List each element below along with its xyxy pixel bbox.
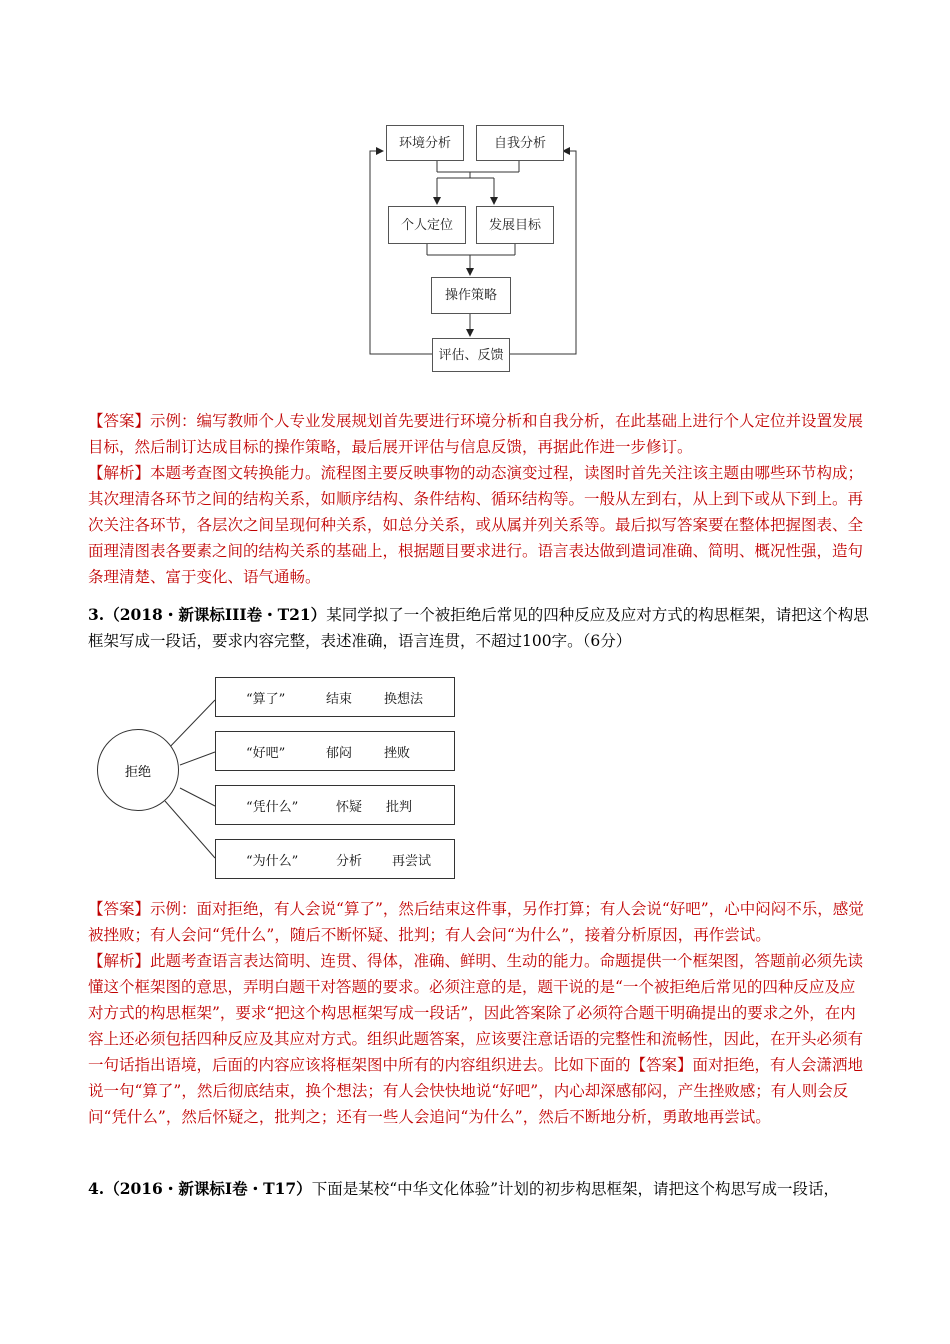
flow-label: 操作策略 <box>444 288 497 303</box>
flow-box-personal-positioning <box>388 206 466 244</box>
analysis-text: 此题考查语言表达简明、连贯、得体，准确、鲜明、生动的能力。命题提供一个框架图，答题前必须先读懂这个框架图的意思，弄明白题干对答题的要求。必须注意的是，题干说的是“一个被拒绝后常见的四种反应及应对方式的构思框架”，要求“把这个构思框架写成一段话”，因此答案除了必须符合题干明确提出的要求之外，在内容上还必须包括四种反应及其应对方式。组织此题答案，应该要注意话语的完整性和流畅性，因此，在开头必须有一句话指出语境，后面的内容应该将框架图中所有的内容组织进去。比如下面的 <box>88 952 864 1074</box>
flow-box-evaluation-feedback <box>432 338 510 372</box>
analysis-2 <box>88 460 866 590</box>
mindmap-branch <box>215 731 455 771</box>
branch-quote: “算了” <box>246 691 286 707</box>
question-4 <box>88 1176 878 1202</box>
answer-3 <box>88 896 866 948</box>
question-source: （2018・新课标III卷・T21） <box>104 605 327 624</box>
flow-label: 环境分析 <box>398 135 451 151</box>
flow-box-operation-strategy <box>431 277 511 314</box>
answer-text: 示例：编写教师个人专业发展规划首先要进行环境分析和自我分析，在此基础上进行个人定位并设置发展目标，然后制订达成目标的操作策略，最后展开评估与信息反馈，再据此作进一步修订。 <box>88 412 864 456</box>
branch-quote: “凭什么” <box>246 799 299 815</box>
answer-2 <box>88 408 866 460</box>
branch-response: 换想法 <box>384 691 424 707</box>
branch-reaction: 结束 <box>326 691 353 707</box>
flow-box-development-goal <box>476 206 554 244</box>
analysis-answer-text: 面对拒绝，有人会潇洒地说一句“算了”，然后彻底结束，换个想法；有人会快快地说“好吧”，内心却深感郁闷，产生挫败感；有人则会反问“凭什么”，然后怀疑之，批判之；还有一些人会追问“为什么”，然后不断地分析，勇敢地再尝试。 <box>88 1056 864 1126</box>
branch-response: 挫败 <box>384 745 411 761</box>
question-source: （2016・新课标Ⅰ卷・T17） <box>104 1179 312 1198</box>
analysis-text: 本题考查图文转换能力。流程图主要反映事物的动态演变过程，读图时首先关注该主题由哪些环节构成；其次理清各环节之间的结构关系，如顺序结构、条件结构、循环结构等。一般从左到右，从上到下或从下到上。再次关注各环节，各层次之间呈现何种关系，如总分关系，或从属并列关系等。最后拟写答案要在整体把握图表、全面理清图表各要素之间的结构关系的基础上，根据题目要求进行。语言表达做到遣词准确、简明、概况性强，造句条理清楚、富于变化、语气通畅。 <box>88 464 864 586</box>
branch-response: 再尝试 <box>392 853 432 869</box>
flow-box-self-analysis <box>476 125 564 161</box>
analysis-tag: 【解析】 <box>88 464 151 482</box>
analysis-tag: 【解析】 <box>88 952 151 970</box>
branch-quote: “为什么” <box>246 853 299 869</box>
branch-reaction: 怀疑 <box>336 799 363 815</box>
mindmap-center-label: 拒绝 <box>124 764 151 780</box>
branch-response: 批判 <box>386 799 413 815</box>
answer-text: 示例：面对拒绝，有人会说“算了”，然后结束这件事，另作打算；有人会说“好吧”，心中闷闷不乐，感觉被挫败；有人会问“凭什么”，随后不断怀疑、批判；有人会问“为什么”，接着分析原因，再作尝试。 <box>88 900 864 944</box>
flow-box-env-analysis <box>386 125 464 161</box>
question-number: 4. <box>88 1179 105 1198</box>
analysis-answer-tag: 【答案】 <box>630 1056 693 1074</box>
question-text: 下面是某校“中华文化体验”计划的初步构思框架，请把这个构思写成一段话， <box>311 1180 840 1198</box>
question-3 <box>88 602 878 654</box>
flow-label: 评估、反馈 <box>438 347 504 363</box>
flow-label: 发展目标 <box>488 217 541 233</box>
answer-tag: 【答案】 <box>88 412 151 430</box>
answer-tag: 【答案】 <box>88 900 151 918</box>
mindmap-branch <box>215 839 455 879</box>
mindmap-branch <box>215 785 455 825</box>
branch-reaction: 郁闷 <box>326 745 353 761</box>
mindmap-branch <box>215 677 455 717</box>
flow-label: 自我分析 <box>493 135 546 151</box>
question-number: 3. <box>88 605 105 624</box>
question-text: 某同学拟了一个被拒绝后常见的四种反应及应对方式的构思框架，请把这个构思框架写成一段话，要求内容完整，表述准确，语言连贯，不超过100字。（6分） <box>88 606 869 650</box>
mindmap-center <box>97 729 179 811</box>
flow-label: 个人定位 <box>400 217 453 233</box>
analysis-3 <box>88 948 866 1130</box>
branch-reaction: 分析 <box>336 853 363 869</box>
branch-quote: “好吧” <box>246 745 286 761</box>
